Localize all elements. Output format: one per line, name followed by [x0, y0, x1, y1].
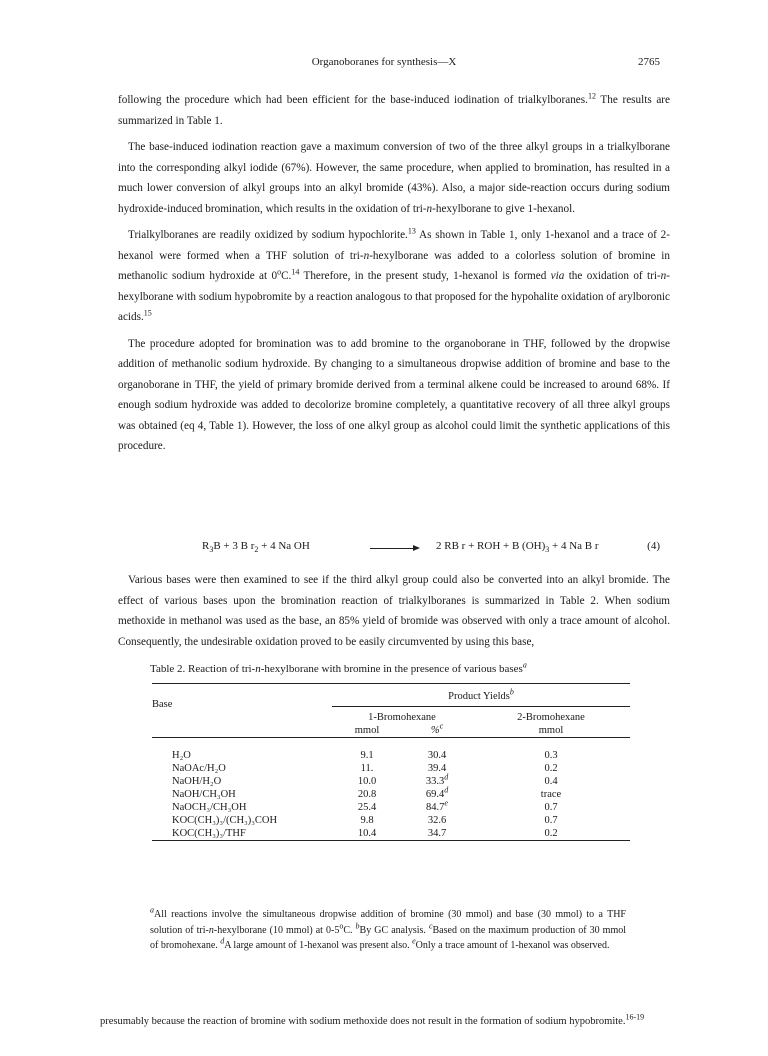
cell-base: NaOH/CH₃OH: [172, 789, 236, 800]
table-row: [152, 775, 630, 788]
table-row: [152, 788, 630, 801]
cell-1-bromo-mmol: 25.4: [357, 802, 377, 813]
cell-1-bromo-percent: 30.4: [427, 750, 447, 761]
cell-2-bromo-mmol: 0.2: [544, 763, 558, 774]
cell-1-bromo-percent: 84.7e: [426, 798, 448, 813]
body-text-mid: [118, 570, 670, 658]
table-row: [152, 814, 630, 827]
paragraph-1: following the procedure which had been efficient for the base-induced iodination of trialkylboranes.$^{12}$ The results are summarized in Table 1.: [118, 91, 671, 127]
cell-base: KOC(CH₃)₃/(CH₃)₃COH: [172, 815, 278, 826]
paragraph-3: Trialkylboranes are readily oxidized by sodium hypochlorite.$^{13}$ As shown in Table 1, only 1-hexanol and a trace of 2-hexanol were formed when a THF solution of tri-n-hexylborane was added to a colorless solution of bromine in methanolic sodium hydroxide at 0$^o$C.$^{14}$ Therefore, in the present study, 1-hexanol is formed via the oxidation of tri-n-hexylborane with sodium hypobromite by a reaction analogous to that proposed for the hypohalite oxidation of arylboronic acids.$^{15}$: [118, 226, 670, 323]
unit-mmol: mmol: [354, 725, 380, 736]
continuation-paragraph: presumably because the reaction of bromine with sodium methoxide does not result in the formation of sodium hypobromite.$^{16-19}$: [100, 1012, 645, 1027]
cell-2-bromo-mmol: 0.3: [544, 750, 558, 761]
cell-1-bromo-percent: 69.4$^d$: [425, 785, 449, 800]
unit-percent: %$^c$: [430, 721, 444, 736]
footnote-text: $^a$All reactions involve the simultaneous dropwise addition of bromine (30 mmol) and base (30 mmol) to a THF solution of tri-n-hexylborane (10 mmol) at 0-5$^o$C. $^b$By GC analysis. $^c$Based on the maximum production of 30 mmol of bromohexane. $^d$A large amount of 1-hexanol was present also. $^e$Only a trace amount of 1-hexanol was observed.: [150, 905, 627, 951]
table-row: [152, 827, 630, 841]
col-header-base: Base: [152, 699, 173, 710]
cell-1-bromo-mmol: 11.: [360, 763, 374, 774]
cell-1-bromo-mmol: 20.8: [357, 789, 377, 800]
cell-1-bromo-mmol: 9.1: [360, 750, 374, 761]
cell-1-bromo-mmol: 9.8: [360, 815, 374, 826]
cell-2-bromo-mmol: 0.7: [544, 815, 558, 826]
unit-mmol-2: mmol: [538, 725, 564, 736]
cell-1-bromo-mmol: 10.0: [357, 776, 377, 787]
paragraph-5: Various bases were then examined to see if the third alkyl group could also be converted into an alkyl bromide. The effect of various bases upon the bromination reaction of trialkylboranes is summarized in Table 2. When sodium methoxide in methanol was used as the base, an 85% yield of bromide was observed with only a trace amount of alcohol. Consequently, the undesirable oxidation proved to be easily circumvented by using this base,: [118, 574, 670, 648]
page-number: 2765: [638, 56, 660, 68]
table-row: [152, 801, 630, 814]
table-row: [152, 762, 630, 775]
equation-reactants: $R_3B + 3$ B $r_2 + 4$ Na OH: [202, 540, 310, 555]
cell-2-bromo-mmol: trace: [540, 789, 562, 800]
cell-1-bromo-percent: 39.4: [427, 763, 447, 774]
table-row: [152, 749, 630, 762]
page-header: [0, 56, 768, 72]
running-title: Organoboranes for synthesis—X: [311, 56, 457, 68]
cell-base: KOC(CH₃)₃/THF: [172, 828, 246, 839]
col-header-2-bromohexane: 2-Bromohexane: [472, 707, 630, 725]
cell-base: NaOCH₃/CH₃OH: [172, 802, 247, 813]
paragraph-4: The procedure adopted for bromination was to add bromine to the organoborane in THF, followed by the dropwise addition of methanolic sodium hydroxide. By changing to a simultaneous dropwise addition of bromine and base to the organoborane in THF, the yield of primary bromide derived from a terminal alkene could be increased to around 68%. If enough sodium hydroxide was added to decolorize bromine completely, a quantitative recovery of all three alkyl groups was obtained (eq 4, Table 1). However, the loss of one alkyl group as alcohol could limit the synthetic applications of this procedure.: [118, 337, 670, 452]
cell-base: NaOAc/H₂O: [172, 763, 226, 774]
body-text-top: [118, 90, 670, 463]
equation-number: (4): [647, 540, 660, 552]
table-footnotes: [150, 907, 626, 954]
cell-2-bromo-mmol: 0.7: [544, 802, 558, 813]
cell-base: H₂O: [172, 750, 191, 761]
cell-1-bromo-mmol: 10.4: [357, 828, 377, 839]
cell-2-bromo-mmol: 0.4: [544, 776, 558, 787]
equation-4: [118, 540, 670, 558]
results-table: [152, 683, 630, 849]
cell-base: NaOH/H₂O: [172, 776, 222, 787]
col-header-product-yields: Product Yields$^b$: [448, 687, 514, 702]
cell-1-bromo-percent: 32.6: [427, 815, 447, 826]
reaction-arrow: [370, 548, 418, 549]
cell-1-bromo-percent: 33.3$^d$: [425, 772, 449, 787]
table-body: [152, 749, 630, 841]
paragraph-2: The base-induced iodination reaction gave a maximum conversion of two of the three alkyl groups in a trialkylborane into the corresponding alkyl iodide (67%). However, the same procedure, when applied to bromination, has resulted in a much lower conversion of alkyl groups into an alkyl bromide (43%). Also, a major side-reaction occurs during sodium hydroxide-induced bromination, which results in the oxidation of tri-n-hexylborane to give 1-hexanol.: [118, 141, 670, 215]
col-header-1-bromohexane: 1-Bromohexane: [332, 707, 472, 725]
table-caption: Table 2. Reaction of tri-n-hexylborane with bromine in the presence of various bases$^a$: [150, 660, 527, 675]
cell-2-bromo-mmol: 0.2: [544, 828, 558, 839]
equation-products: 2 RB r + ROH + B $(OH)_3 + 4$ Na B r: [436, 540, 599, 555]
cell-1-bromo-percent: 34.7: [427, 828, 447, 839]
